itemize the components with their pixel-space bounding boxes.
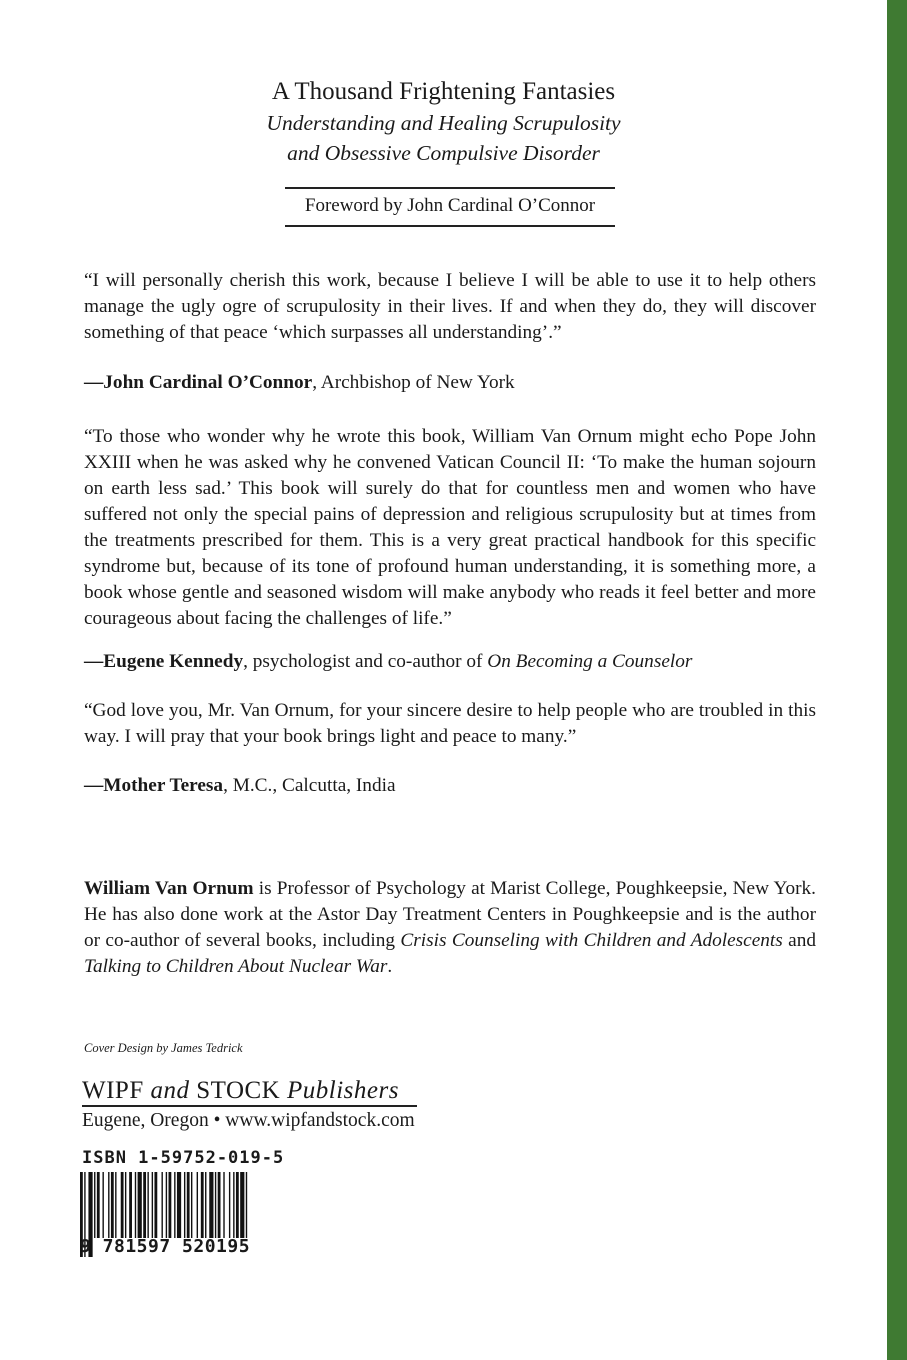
publisher-name-d: Publishers — [280, 1077, 399, 1104]
publisher-name-a: WIPF — [82, 1077, 144, 1104]
bio-text-c: . — [387, 956, 393, 977]
title-block — [0, 76, 887, 168]
endorsement-quote-1: “I will personally cherish this work, because I believe I will be able to use it to help others manage the ugly ogre of scrupulosity in their lives. If and when they do, they will discover something of that peace ‘which surpasses all understanding’.” — [84, 270, 816, 343]
isbn-label: ISBN 1-59752-019-5 — [82, 1148, 285, 1168]
author-bio — [84, 876, 816, 980]
bio-book-1: Crisis Counseling with Children and Adolescents — [400, 930, 783, 951]
endorsement-author-1: —John Cardinal O’Connor — [84, 372, 313, 393]
endorsement-role-title-2: On Becoming a Counselor — [487, 651, 693, 672]
author-name: William Van Ornum — [84, 878, 254, 899]
book-subtitle-line1: Understanding and Healing Scrupulosity — [266, 111, 621, 135]
book-title: A Thousand Frightening Fantasies — [271, 78, 616, 105]
cover-design-credit: Cover Design by James Tedrick — [84, 1041, 243, 1055]
endorsement-quote-2: “To those who wonder why he wrote this book, William Van Ornum might echo Pope John XXIII when he was asked why he convened Vatican Council II: ‘To make the human sojourn on earth less sad.’ This book will surely do that for countless men and women who have suffered not only the special pains of depression and religious scrupulosity but at times from the treatments prescribed for them. This is a very great practical handbook for this specific syndrome but, because of its tone of profound human understanding, it is something more, a book whose gentle and seasoned wisdom will make anybody who reads it feel better and more courageous about facing the challenges of life.” — [84, 426, 816, 629]
endorsement-quote-3: “God love you, Mr. Van Ornum, for your sincere desire to help people who are troubled in this way. I will pray that your book brings light and peace to many.” — [84, 700, 816, 747]
bio-book-2: Talking to Children About Nuclear War — [84, 956, 388, 977]
publisher-location: Eugene, Oregon • www.wipfandstock.com — [82, 1110, 415, 1131]
barcode-digits: 9 781597 520195 — [80, 1236, 251, 1257]
publisher-name-c: STOCK — [196, 1077, 281, 1104]
endorsement-author-3: —Mother Teresa — [84, 775, 224, 796]
publisher-rule — [82, 1105, 417, 1107]
endorsement-attribution-1 — [84, 370, 824, 396]
book-subtitle-line2: and Obsessive Compulsive Disorder — [287, 141, 600, 165]
endorsement-attribution-3 — [84, 773, 824, 799]
bio-text-a: is Professor of Psychology at Marist College, Poughkeepsie, New York. He has also done work at the Astor Day Treatment Centers in Poughkeepsie and is the author or co-author of several books, including — [84, 878, 816, 951]
spine-edge — [887, 0, 907, 1360]
endorsement-role-2: , psychologist and co-author of — [243, 651, 488, 672]
foreword-credit: Foreword by John Cardinal O’Connor — [304, 195, 596, 216]
endorsement-role-3: , M.C., Calcutta, India — [223, 775, 396, 796]
endorsement-attribution-2 — [84, 649, 824, 675]
divider-bottom — [285, 225, 615, 227]
divider-top — [285, 187, 615, 189]
endorsement-role-1: , Archbishop of New York — [312, 372, 515, 393]
endorsement-author-2: —Eugene Kennedy — [84, 651, 244, 672]
bio-text-b: and — [782, 930, 816, 951]
publisher-name-b: and — [143, 1077, 197, 1104]
publisher-name — [82, 1076, 399, 1106]
